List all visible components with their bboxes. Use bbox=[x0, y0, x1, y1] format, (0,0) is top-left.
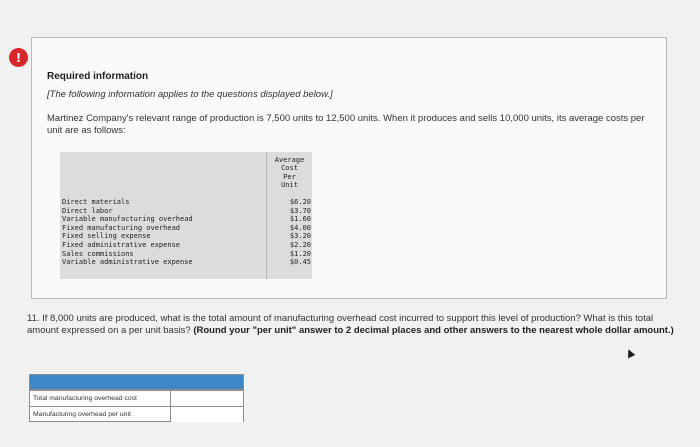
cost-row-value: $2.20 bbox=[289, 240, 311, 249]
question-rounding-instruction: (Round your "per unit" answer to 2 decimal places and other answers to the nearest whole dollar amount.) bbox=[193, 324, 674, 336]
cost-row-label: Direct materials bbox=[62, 198, 130, 206]
question-text bbox=[27, 313, 677, 336]
required-information-panel bbox=[31, 37, 667, 299]
cost-row-value: $0.45 bbox=[289, 258, 311, 267]
answer-row-overhead-per-unit bbox=[30, 406, 243, 422]
cost-row-label: Sales commissions bbox=[62, 249, 134, 258]
answer-row-total-overhead bbox=[30, 390, 243, 406]
answer-table-header bbox=[30, 375, 243, 390]
question-body: 11. If 8,000 units are produced, what is the total amount of manufacturing overhead cost incurred to support this level of production? What is this total amount expressed on a per unit basis? bbox=[27, 313, 654, 336]
cost-row-label: Variable administrative expense bbox=[62, 258, 193, 267]
cost-labels-column bbox=[62, 198, 227, 267]
cost-row-value: $3.20 bbox=[289, 232, 311, 241]
average-cost-table bbox=[60, 152, 312, 279]
cost-row-label: Fixed selling expense bbox=[62, 232, 151, 241]
cost-row-label: Fixed manufacturing overhead bbox=[62, 223, 181, 232]
mouse-cursor-icon bbox=[625, 348, 636, 359]
total-overhead-input[interactable] bbox=[171, 391, 243, 406]
cost-row-value: $6.20 bbox=[289, 198, 311, 206]
average-cost-header: Average Cost Per Unit bbox=[274, 156, 305, 190]
cost-row-label: Variable manufacturing overhead bbox=[62, 215, 193, 224]
required-info-note: [The following information applies to the questions displayed below.] bbox=[47, 89, 333, 100]
required-info-title: Required information bbox=[47, 71, 149, 82]
cost-row-label: Direct labor bbox=[62, 206, 113, 215]
cost-row-label: Fixed administrative expense bbox=[62, 240, 181, 249]
overhead-per-unit-input[interactable] bbox=[171, 407, 243, 422]
alert-icon: ! bbox=[9, 48, 28, 67]
cost-row-value: $3.70 bbox=[289, 206, 311, 215]
cost-values-column bbox=[269, 198, 311, 267]
cost-row-value: $1.20 bbox=[289, 249, 311, 258]
required-info-description: Martinez Company's relevant range of production is 7,500 units to 12,500 units. When it produces and sells 10,000 units, its average costs per unit are as follows: bbox=[47, 113, 645, 136]
answer-table bbox=[29, 374, 244, 422]
cost-row-value: $4.00 bbox=[289, 223, 311, 232]
total-overhead-label: Total manufacturing overhead cost bbox=[30, 391, 171, 406]
cost-row-value: $1.60 bbox=[289, 215, 311, 224]
overhead-per-unit-label: Manufacturing overhead per unit bbox=[30, 407, 171, 422]
